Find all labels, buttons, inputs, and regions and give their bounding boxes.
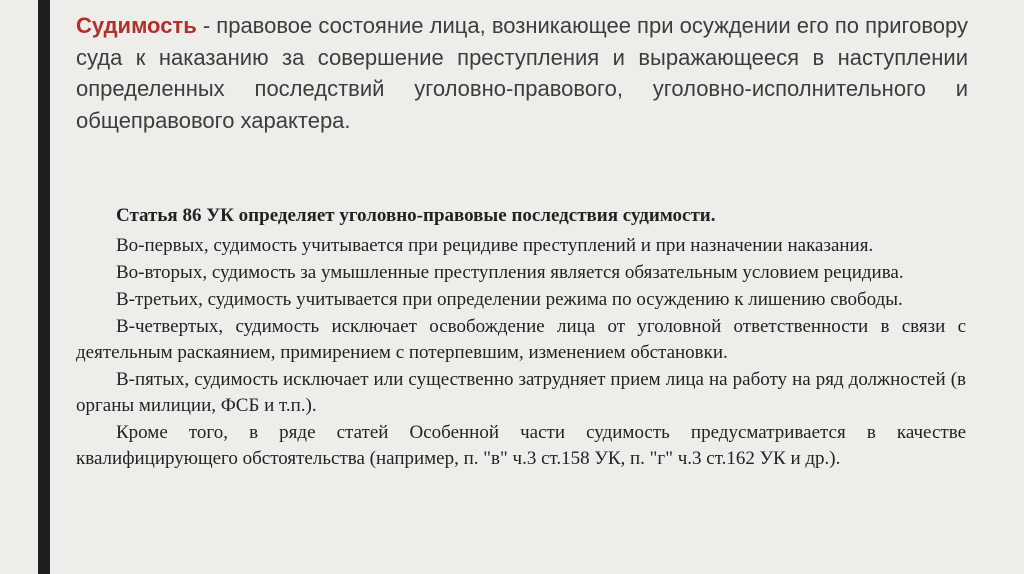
definition-paragraph bbox=[76, 10, 968, 136]
article-heading: Статья 86 УК определяет уголовно-правовые последствия судимости. bbox=[116, 205, 716, 226]
left-accent-bar bbox=[38, 0, 50, 574]
article-point-1: Во-первых, судимость учитывается при рецидиве преступлений и при назначении наказания. bbox=[116, 235, 874, 256]
article-point-6: Кроме того, в ряде статей Особенной части судимость предусматривается в качестве квалифицирующего обстоятельства (например, п. "в" ч.3 ст.158 УК, п. "г" ч.3 ст.162 УК и др.). bbox=[76, 422, 966, 469]
definition-text: - правовое состояние лица, возникающее при осуждении его по приговору суда к наказанию за совершение преступления и выражающееся в наступлении определенных последствий уголовно-правового, уголовно-исполнительного и общеправового характера. bbox=[76, 13, 968, 133]
article-point-3: В-третьих, судимость учитывается при определении режима по осуждению к лишению свободы. bbox=[116, 289, 903, 310]
article-point-5: В-пятых, судимость исключает или существенно затрудняет прием лица на работу на ряд должностей (в органы милиции, ФСБ и т.п.). bbox=[76, 369, 966, 416]
definition-term: Судимость bbox=[76, 13, 197, 38]
article-point-2: Во-вторых, судимость за умышленные преступления является обязательным условием рецидива. bbox=[116, 262, 904, 283]
article-section bbox=[76, 203, 966, 473]
article-point-4: В-четвертых, судимость исключает освобождение лица от уголовной ответственности в связи с деятельным раскаянием, примирением с потерпевшим, изменением обстановки. bbox=[76, 316, 966, 363]
